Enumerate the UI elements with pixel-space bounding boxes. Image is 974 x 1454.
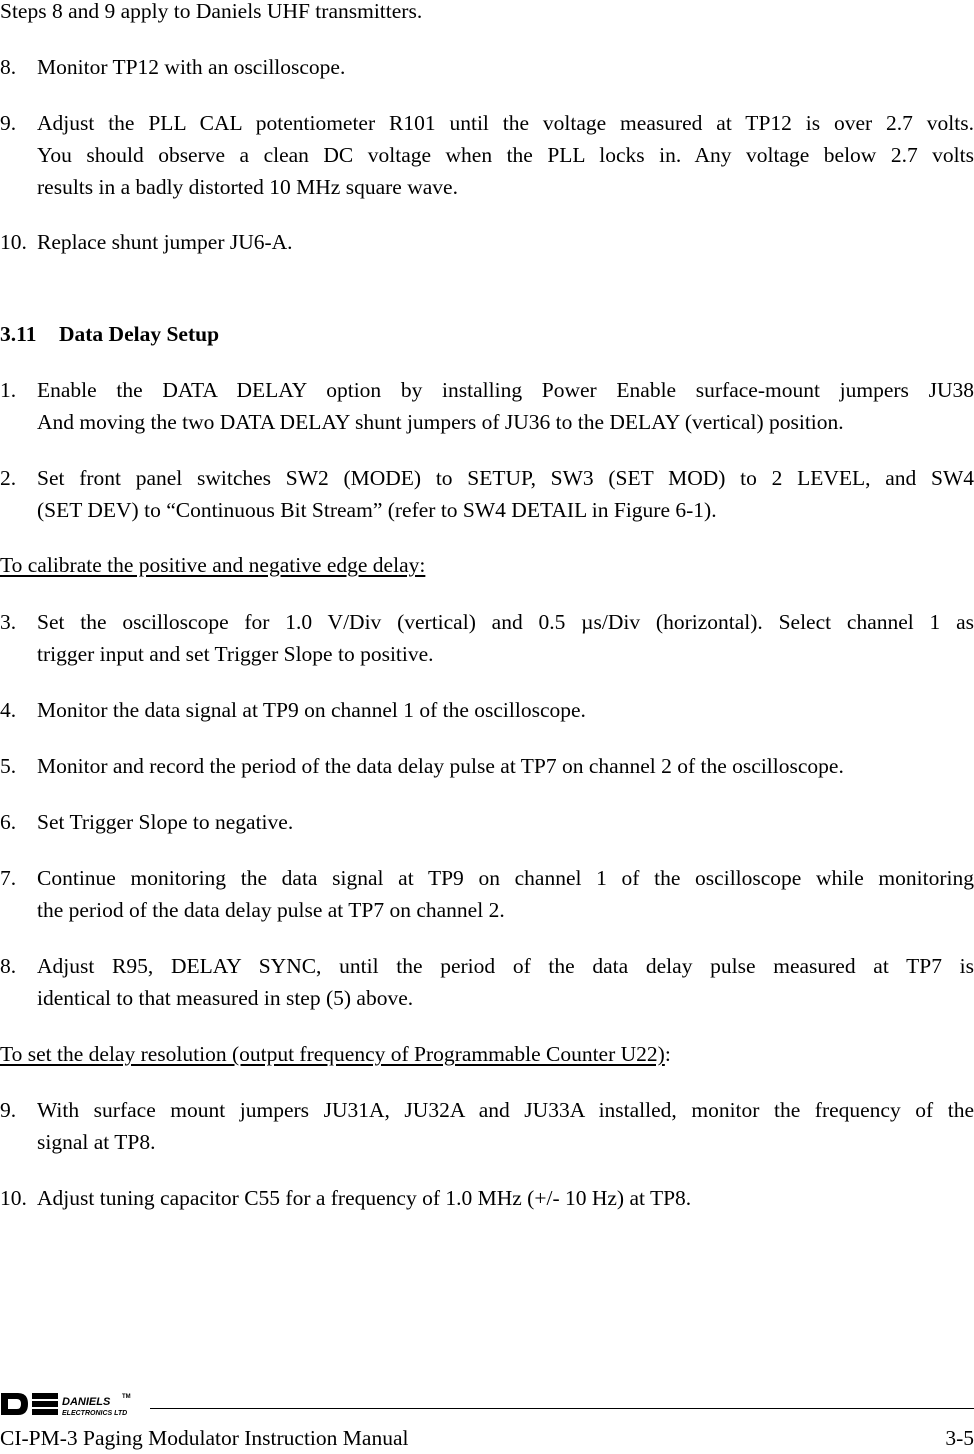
step-text-line: identical to that measured in step (5) above. xyxy=(37,986,414,1010)
section-number: 3.11 xyxy=(0,322,37,346)
step-number: 9. xyxy=(0,1098,17,1122)
section-title: Data Delay Setup xyxy=(59,322,220,346)
step-text: Adjust tuning capacitor C55 for a frequency of 1.0 MHz (+/- 10 Hz) at TP8. xyxy=(37,1186,692,1210)
step-number: 8. xyxy=(0,55,17,79)
step-text: Monitor TP12 with an oscilloscope. xyxy=(37,55,346,79)
step-text-line: You should observe a clean DC voltage when the PLL locks in. Any voltage below 2.7 volts xyxy=(37,143,974,167)
step-number: 8. xyxy=(0,954,17,978)
subheading-delay-resolution: To set the delay resolution (output frequency of Programmable Counter U22): xyxy=(0,1042,671,1066)
step-number: 6. xyxy=(0,810,17,834)
step-number: 9. xyxy=(0,111,17,135)
step-text: Monitor and record the period of the data delay pulse at TP7 on channel 2 of the oscilloscope. xyxy=(37,754,844,778)
page-footer xyxy=(0,1384,974,1454)
step-text-line: Set front panel switches SW2 (MODE) to SETUP, SW3 (SET MOD) to 2 LEVEL, and SW4 xyxy=(37,466,974,490)
step-number: 4. xyxy=(0,698,17,722)
step-text-line: With surface mount jumpers JU31A, JU32A and JU33A installed, monitor the frequency of the xyxy=(37,1098,974,1122)
step-number: 2. xyxy=(0,466,17,490)
step-text-line: Adjust R95, DELAY SYNC, until the period of the data delay pulse measured at TP7 is xyxy=(37,954,974,978)
step-text: Set Trigger Slope to negative. xyxy=(37,810,294,834)
step-text-line: trigger input and set Trigger Slope to positive. xyxy=(37,642,434,666)
subheading-edge-delay: To calibrate the positive and negative edge delay: xyxy=(0,553,426,577)
step-number: 5. xyxy=(0,754,17,778)
step-text-line: Adjust the PLL CAL potentiometer R101 until the voltage measured at TP12 is over 2.7 volts. xyxy=(37,111,974,135)
intro-text: Steps 8 and 9 apply to Daniels UHF transmitters. xyxy=(0,0,423,23)
logo-name: DANIELS xyxy=(62,1396,111,1408)
logo-subtitle: ELECTRONICS LTD xyxy=(62,1410,128,1417)
step-number: 3. xyxy=(0,610,17,634)
step-text: Monitor the data signal at TP9 on channel 1 of the oscilloscope. xyxy=(37,698,586,722)
step-text-line: signal at TP8. xyxy=(37,1130,156,1154)
step-text-line: results in a badly distorted 10 MHz square wave. xyxy=(37,175,458,199)
step-text-line: And moving the two DATA DELAY shunt jumpers of JU36 to the DELAY (vertical) position. xyxy=(37,410,844,434)
manual-title: CI-PM-3 Paging Modulator Instruction Manual xyxy=(0,1426,409,1450)
step-text-line: Set the oscilloscope for 1.0 V/Div (vertical) and 0.5 µs/Div (horizontal). Select channel 1 as xyxy=(37,610,974,634)
footer-rule xyxy=(150,1408,974,1409)
step-text: Replace shunt jumper JU6-A. xyxy=(37,230,293,254)
step-number: 7. xyxy=(0,866,17,890)
daniels-logo xyxy=(0,1390,160,1418)
logo-tm: TM xyxy=(122,1394,131,1400)
step-number: 1. xyxy=(0,378,17,402)
step-text-line: Enable the DATA DELAY option by installing Power Enable surface-mount jumpers JU38 xyxy=(37,378,974,402)
step-text-line: (SET DEV) to “Continuous Bit Stream” (refer to SW4 DETAIL in Figure 6-1). xyxy=(37,498,717,522)
step-text-line: the period of the data delay pulse at TP7 on channel 2. xyxy=(37,898,505,922)
step-number: 10. xyxy=(0,230,27,254)
page-number: 3-5 xyxy=(945,1426,974,1450)
step-number: 10. xyxy=(0,1186,27,1210)
step-text-line: Continue monitoring the data signal at TP9 on channel 1 of the oscilloscope while monitoring xyxy=(37,866,974,890)
